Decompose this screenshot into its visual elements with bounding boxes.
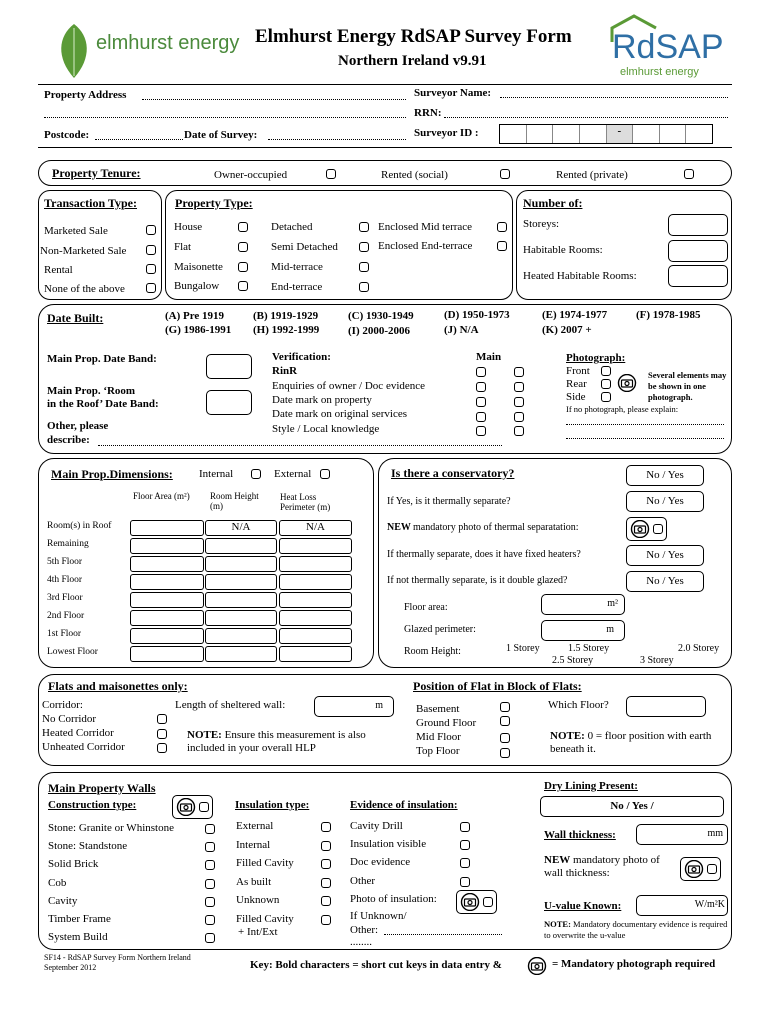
cons-q2: mandatory photo of thermal separatation: xyxy=(413,522,579,533)
band-k: (K) 2007 + xyxy=(542,324,592,336)
ptype-mid-checkbox[interactable] xyxy=(359,262,369,272)
dim-row-label: Lowest Floor xyxy=(47,647,98,657)
postcode-input[interactable] xyxy=(95,139,183,140)
dry-lining-label: Dry Lining Present: xyxy=(544,780,638,792)
camera-icon xyxy=(176,798,196,816)
pos-mid-checkbox[interactable] xyxy=(500,733,510,743)
postcode-label: Postcode: xyxy=(44,129,90,141)
habitable-rooms-input[interactable] xyxy=(668,240,728,262)
wall-thickness-photo-box[interactable] xyxy=(680,857,721,881)
dim-floor-area-cell[interactable] xyxy=(130,556,204,572)
dim-heat-loss-cell[interactable] xyxy=(279,646,352,662)
dim-heat-loss-cell[interactable] xyxy=(279,610,352,626)
rdsap-text: RdSAP xyxy=(612,28,724,66)
sheltered-input[interactable] xyxy=(314,696,394,717)
evidence-photo-checkbox[interactable] xyxy=(483,897,493,907)
cons-glazed-input[interactable] xyxy=(541,620,625,641)
cons-q3-no-yes[interactable]: No / Yes xyxy=(626,545,704,566)
ptype-enclosed-end-checkbox[interactable] xyxy=(497,241,507,251)
wall-thickness-unit: mm xyxy=(707,828,723,839)
evidence-checkbox[interactable] xyxy=(460,858,470,868)
external-label: External xyxy=(274,468,312,480)
u-note-bold: NOTE: xyxy=(544,919,571,929)
property-address-input[interactable] xyxy=(142,99,406,100)
cons-q4-no-yes[interactable]: No / Yes xyxy=(626,571,704,592)
evidence-checkbox[interactable] xyxy=(460,840,470,850)
brand-logo xyxy=(50,20,260,80)
heated-rooms-input[interactable] xyxy=(668,265,728,287)
u-note xyxy=(544,919,730,941)
tenure-owner: Owner-occupied xyxy=(214,169,288,181)
main-band-label: Main Prop. Date Band: xyxy=(47,353,157,365)
col-floor-area: Floor Area (m²) xyxy=(133,491,190,501)
camera-icon xyxy=(527,957,547,975)
band-e: (E) 1974-1977 xyxy=(542,309,608,321)
verif-rinr-rir[interactable] xyxy=(514,367,524,377)
construction-item: System Build xyxy=(48,931,108,944)
insulation-checkbox[interactable] xyxy=(321,859,331,869)
construction-photo-checkbox[interactable] xyxy=(199,802,209,812)
corridor-label: Corridor: xyxy=(42,699,83,711)
insulation-item: Filled Cavity xyxy=(236,857,294,870)
verif-style: Style / Local knowledge xyxy=(272,423,380,435)
other-evidence-label: Other: xyxy=(350,924,379,936)
rdsap-logo xyxy=(608,14,738,80)
verif-ds-main[interactable] xyxy=(476,412,486,422)
photo-side: Side xyxy=(566,391,586,403)
cons-floor-unit: m² xyxy=(607,598,618,609)
construction-checkbox[interactable] xyxy=(205,879,215,889)
tenure-private-checkbox[interactable] xyxy=(684,169,694,179)
no-photo-label: If no photograph, please explain: xyxy=(566,404,679,414)
date-of-survey-input[interactable] xyxy=(268,139,406,140)
ptype-flat: Flat xyxy=(174,241,192,253)
dim-heat-loss-cell[interactable] xyxy=(279,628,352,644)
cons-photo-box[interactable] xyxy=(626,517,667,541)
if-unknown-label: If Unknown/ xyxy=(350,910,407,922)
insulation-checkbox[interactable] xyxy=(321,915,331,925)
ptype-bungalow-checkbox[interactable] xyxy=(238,281,248,291)
cons-q4: If not thermally separate, is it double glazed? xyxy=(387,575,568,586)
corridor-unheated-checkbox[interactable] xyxy=(157,743,167,753)
pos-basement-checkbox[interactable] xyxy=(500,702,510,712)
no-photo-line1[interactable] xyxy=(566,424,724,425)
dim-row-label: 5th Floor xyxy=(47,557,83,567)
evidence-item: Other xyxy=(350,874,376,887)
dim-heat-loss-cell[interactable] xyxy=(279,574,352,590)
cons-q2-new: NEW xyxy=(387,522,411,533)
pos-top: Top Floor xyxy=(416,745,460,757)
construction-item: Cob xyxy=(48,876,67,889)
corridor-heated-checkbox[interactable] xyxy=(157,729,167,739)
dimensions-label: Main Prop.Dimensions: xyxy=(51,467,173,481)
dim-floor-area-cell[interactable] xyxy=(130,592,204,608)
flats-note2-text: 0 = floor position with earth beneath it. xyxy=(550,730,712,755)
corridor-none-checkbox[interactable] xyxy=(157,714,167,724)
u-note-text: Mandatory documentary evidence is required to overwrite the u-value xyxy=(544,919,728,940)
rrn-input[interactable] xyxy=(444,117,728,118)
form-subtitle: Northern Ireland v9.91 xyxy=(338,53,487,69)
ptype-semi: Semi Detached xyxy=(271,241,338,253)
insulation-item: Internal xyxy=(236,838,271,851)
wall-thickness-label: Wall thickness: xyxy=(544,829,616,841)
insulation-label: Insulation type: xyxy=(235,799,310,811)
flats-note2-bold: NOTE: xyxy=(550,730,585,742)
room-roof-input[interactable] xyxy=(206,390,252,415)
dim-row-label: Remaining xyxy=(47,539,89,549)
ptype-house-checkbox[interactable] xyxy=(238,222,248,232)
insulation-item: External xyxy=(236,820,274,832)
form-title: Elmhurst Energy RdSAP Survey Form xyxy=(255,26,572,47)
construction-item: Stone: Standstone xyxy=(48,840,128,853)
cons-q3: If thermally separate, does it have fixed heaters? xyxy=(387,549,581,560)
footer-key: Key: Bold characters = short cut keys in data entry & xyxy=(250,959,502,971)
dim-floor-area-cell[interactable] xyxy=(130,574,204,590)
internal-label: Internal xyxy=(199,468,234,480)
date-of-survey-label: Date of Survey: xyxy=(184,129,258,141)
corridor-unheated: Unheated Corridor xyxy=(42,741,125,753)
cons-photo-checkbox[interactable] xyxy=(653,524,663,534)
band-i: (I) 2000-2006 xyxy=(348,325,411,337)
conservatory-label: Is there a conservatory? xyxy=(391,466,515,480)
date-built-label: Date Built: xyxy=(47,311,104,325)
verif-enquiries: Enquiries of owner / Doc evidence xyxy=(272,380,426,392)
cons-h3[interactable]: 3 Storey xyxy=(640,655,674,666)
flats-note-text: Ensure this measurement is also included in your overall HLP xyxy=(187,729,366,754)
rrn-label: RRN: xyxy=(414,107,442,119)
cons-floor-area-input[interactable] xyxy=(541,594,625,615)
external-checkbox[interactable] xyxy=(320,469,330,479)
insulation-checkbox[interactable] xyxy=(321,822,331,832)
tenure-owner-checkbox[interactable] xyxy=(326,169,336,179)
cons-room-height-label: Room Height: xyxy=(404,646,461,657)
sheltered-label: Length of sheltered wall: xyxy=(175,699,286,711)
camera-icon xyxy=(630,520,650,538)
dim-floor-area-cell[interactable] xyxy=(130,628,204,644)
ptype-enclosed-mid-checkbox[interactable] xyxy=(497,222,507,232)
room-roof-label-1: Main Prop. ‘Room xyxy=(47,385,136,397)
dim-heat-loss-cell[interactable] xyxy=(279,556,352,572)
corridor-none: No Corridor xyxy=(42,713,97,725)
dim-room-height-cell[interactable] xyxy=(205,628,277,644)
construction-photo-box[interactable] xyxy=(172,795,213,819)
transaction-none-checkbox[interactable] xyxy=(146,283,156,293)
dim-floor-area-cell[interactable] xyxy=(130,538,204,554)
insulation-checkbox[interactable] xyxy=(321,878,331,888)
wall-photo-text: mandatory photo of wall thickness: xyxy=(544,854,660,879)
verif-rinr: RinR xyxy=(272,365,298,377)
corridor-heated: Heated Corridor xyxy=(42,727,114,739)
ptype-enclosed-end: Enclosed End-terrace xyxy=(378,240,473,252)
leaf-icon xyxy=(54,22,94,80)
dim-room-height-cell[interactable] xyxy=(205,538,277,554)
tenure-private: Rented (private) xyxy=(556,169,628,181)
dim-row-label: 3rd Floor xyxy=(47,593,83,603)
dim-room-height-cell[interactable] xyxy=(205,646,277,662)
pos-mid: Mid Floor xyxy=(416,731,461,743)
main-col-label: Main xyxy=(476,351,502,363)
main-band-input[interactable] xyxy=(206,354,252,379)
construction-item: Solid Brick xyxy=(48,858,99,871)
flats-label: Flats and maisonettes only: xyxy=(48,679,188,693)
surveyor-name-label: Surveyor Name: xyxy=(414,87,492,99)
verif-dp-main[interactable] xyxy=(476,397,486,407)
ptype-end-checkbox[interactable] xyxy=(359,282,369,292)
dim-heat-loss-cell[interactable] xyxy=(279,538,352,554)
pos-basement: Basement xyxy=(416,703,460,715)
u-value-input[interactable] xyxy=(636,895,728,916)
construction-checkbox[interactable] xyxy=(205,824,215,834)
transaction-marketed-checkbox[interactable] xyxy=(146,225,156,235)
dim-room-height-cell[interactable] xyxy=(205,556,277,572)
dim-floor-area-cell[interactable] xyxy=(130,520,204,536)
construction-item: Stone: Granite or Whinstone xyxy=(48,822,174,834)
verif-date-services: Date mark on original services xyxy=(272,408,408,420)
cons-h2[interactable]: 2.0 Storey xyxy=(678,643,720,654)
dim-row-label: 2nd Floor xyxy=(47,611,85,621)
conservatory-no-yes[interactable]: No / Yes xyxy=(626,465,704,486)
ptype-house: House xyxy=(174,221,203,233)
several-note: Several elements may be shown in one photograph. xyxy=(648,370,727,402)
photo-front-checkbox[interactable] xyxy=(601,366,611,376)
ptype-mid: Mid-terrace xyxy=(271,261,323,273)
flats-note xyxy=(187,729,401,755)
transaction-none: None of the above xyxy=(44,283,125,295)
col-heat-loss: Heat Loss Perimeter (m) xyxy=(280,492,331,512)
footer-mandatory: = Mandatory photograph required xyxy=(552,958,716,970)
no-photo-line2[interactable] xyxy=(566,438,724,439)
construction-checkbox[interactable] xyxy=(205,860,215,870)
cons-glazed-unit: m xyxy=(606,624,614,635)
band-f: (F) 1978-1985 xyxy=(636,309,701,321)
camera-icon xyxy=(617,374,637,392)
flats-note2 xyxy=(550,730,720,756)
verif-style-rir[interactable] xyxy=(514,426,524,436)
ptype-maisonette-checkbox[interactable] xyxy=(238,262,248,272)
cons-floor-area-label: Floor area: xyxy=(404,602,448,613)
photo-front: Front xyxy=(566,365,590,377)
insulation-checkbox[interactable] xyxy=(321,841,331,851)
insulation-item: Filled Cavity xyxy=(236,913,294,925)
construction-checkbox[interactable] xyxy=(205,915,215,925)
verif-dp-rir[interactable] xyxy=(514,397,524,407)
habitable-rooms-label: Habitable Rooms: xyxy=(523,244,603,256)
tenure-label: Property Tenure: xyxy=(52,166,141,180)
cons-q1-no-yes[interactable]: No / Yes xyxy=(626,491,704,512)
construction-checkbox[interactable] xyxy=(205,897,215,907)
cons-h1[interactable]: 1 Storey xyxy=(506,643,540,654)
transaction-nonmarketed-checkbox[interactable] xyxy=(146,245,156,255)
transaction-rental-checkbox[interactable] xyxy=(146,264,156,274)
ptype-bungalow: Bungalow xyxy=(174,280,220,292)
evidence-item: Insulation visible xyxy=(350,838,427,851)
pos-ground-checkbox[interactable] xyxy=(500,716,510,726)
storeys-input[interactable] xyxy=(668,214,728,236)
pos-ground: Ground Floor xyxy=(416,717,477,729)
number-of-label: Number of: xyxy=(523,196,583,210)
band-c: (C) 1930-1949 xyxy=(348,310,414,322)
other-evidence-input[interactable] xyxy=(384,934,502,935)
dim-room-height-cell[interactable] xyxy=(205,610,277,626)
verif-date-property: Date mark on property xyxy=(272,394,372,406)
verification-label: Verification: xyxy=(272,351,331,363)
evidence-label: Evidence of insulation: xyxy=(350,799,458,811)
dim-room-height-cell[interactable] xyxy=(205,574,277,590)
evidence-checkbox[interactable] xyxy=(460,877,470,887)
flats-note-bold: NOTE: xyxy=(187,729,222,741)
wall-photo-note xyxy=(544,854,664,880)
surveyor-id-dash: - xyxy=(607,125,634,143)
dim-row-label: 4th Floor xyxy=(47,575,83,585)
transaction-marketed: Marketed Sale xyxy=(44,225,108,237)
other-label-2: describe: xyxy=(47,434,90,446)
other-label-1: Other, please xyxy=(47,420,109,432)
dim-row-label: Room(s) in Roof xyxy=(47,521,112,531)
band-h: (H) 1992-1999 xyxy=(253,324,320,336)
pos-top-checkbox[interactable] xyxy=(500,748,510,758)
ptype-flat-checkbox[interactable] xyxy=(238,242,248,252)
insulation-checkbox[interactable] xyxy=(321,896,331,906)
footer-date: September 2012 xyxy=(44,963,97,972)
band-d: (D) 1950-1973 xyxy=(444,309,510,321)
dim-room-height-cell[interactable] xyxy=(205,592,277,608)
heated-rooms-label: Heated Habitable Rooms: xyxy=(523,270,637,282)
transaction-rental: Rental xyxy=(44,264,73,276)
evidence-checkbox[interactable] xyxy=(460,822,470,832)
verif-ds-rir[interactable] xyxy=(514,412,524,422)
evidence-item: Doc evidence xyxy=(350,856,411,869)
which-floor-label: Which Floor? xyxy=(548,699,609,711)
wall-thickness-photo-checkbox[interactable] xyxy=(707,864,717,874)
insulation-item: As built xyxy=(236,875,272,888)
verif-enq-main[interactable] xyxy=(476,382,486,392)
evidence-item: Photo of insulation: xyxy=(350,892,437,905)
band-g: (G) 1986-1991 xyxy=(165,324,232,336)
tenure-social: Rented (social) xyxy=(381,169,448,181)
surveyor-id-label: Surveyor ID : xyxy=(414,127,479,139)
dim-room-height-cell[interactable]: N/A xyxy=(205,520,277,536)
u-value-unit: W/m²K xyxy=(694,899,725,910)
cons-h25[interactable]: 2.5 Storey xyxy=(552,655,594,666)
dim-floor-area-cell[interactable] xyxy=(130,646,204,662)
insulation-item: Unknown xyxy=(236,894,280,907)
rdsap-sub: elmhurst energy xyxy=(620,66,699,78)
band-a: (A) Pre 1919 xyxy=(165,310,225,322)
storeys-label: Storeys: xyxy=(523,218,560,230)
photo-rear-checkbox[interactable] xyxy=(601,379,611,389)
ptype-maisonette: Maisonette xyxy=(174,261,223,273)
property-type-label: Property Type: xyxy=(175,196,253,210)
walls-label: Main Property Walls xyxy=(48,781,156,795)
transaction-nonmarketed: Non-Marketed Sale xyxy=(40,245,127,257)
photo-rear: Rear xyxy=(566,378,587,390)
cons-q1: If Yes, is it thermally separate? xyxy=(387,496,511,507)
ptype-end: End-terrace xyxy=(271,281,323,293)
construction-checkbox[interactable] xyxy=(205,933,215,943)
photo-side-checkbox[interactable] xyxy=(601,392,611,402)
verif-style-main[interactable] xyxy=(476,426,486,436)
dim-heat-loss-cell[interactable]: N/A xyxy=(279,520,352,536)
ptype-detached-checkbox[interactable] xyxy=(359,222,369,232)
construction-label: Construction type: xyxy=(48,799,137,811)
property-address-label: Property Address xyxy=(44,89,127,101)
ptype-detached: Detached xyxy=(271,221,313,233)
camera-icon xyxy=(684,860,704,878)
dim-row-label: 1st Floor xyxy=(47,629,82,639)
ptype-enclosed-mid: Enclosed Mid terrace xyxy=(378,221,473,233)
dry-lining-input[interactable]: No / Yes / xyxy=(540,796,724,817)
transaction-label: Transaction Type: xyxy=(44,196,138,210)
property-address-line2[interactable] xyxy=(44,117,406,118)
construction-item: Cavity xyxy=(48,894,78,907)
camera-icon xyxy=(460,893,480,911)
wall-thickness-input[interactable] xyxy=(636,824,728,845)
band-b: (B) 1919-1929 xyxy=(253,310,319,322)
u-value-label: U-value Known: xyxy=(544,900,622,912)
band-j: (J) N/A xyxy=(444,324,479,336)
other-describe-input[interactable] xyxy=(98,445,502,446)
brand-text: elmhurst energy xyxy=(96,32,240,54)
verif-rinr-main[interactable] xyxy=(476,367,486,377)
dim-heat-loss-cell[interactable] xyxy=(279,592,352,608)
other-evidence-dots: ........ xyxy=(350,936,372,948)
ptype-semi-checkbox[interactable] xyxy=(359,242,369,252)
sheltered-unit: m xyxy=(375,700,383,711)
construction-item: Timber Frame xyxy=(48,913,111,925)
surveyor-name-input[interactable] xyxy=(500,97,728,98)
wall-photo-new: NEW xyxy=(544,854,571,866)
room-roof-label-2: in the Roof’ Date Band: xyxy=(47,398,159,410)
cons-glazed-label: Glazed perimeter: xyxy=(404,624,476,635)
cons-h15[interactable]: 1.5 Storey xyxy=(568,643,610,654)
dim-floor-area-cell[interactable] xyxy=(130,610,204,626)
evidence-photo-box[interactable] xyxy=(456,890,497,914)
photograph-label: Photograph: xyxy=(566,352,626,364)
position-label: Position of Flat in Block of Flats: xyxy=(413,679,582,693)
insulation-extra: + Int/Ext xyxy=(238,926,278,938)
footer-form-id: SF14 - RdSAP Survey Form Northern Ireland xyxy=(44,953,191,962)
verif-enq-rir[interactable] xyxy=(514,382,524,392)
construction-checkbox[interactable] xyxy=(205,842,215,852)
internal-checkbox[interactable] xyxy=(251,469,261,479)
col-room-height: Room Height (m) xyxy=(210,491,259,511)
which-floor-input[interactable] xyxy=(626,696,706,717)
tenure-social-checkbox[interactable] xyxy=(500,169,510,179)
surveyor-id-boxes[interactable] xyxy=(499,124,713,144)
evidence-item: Cavity Drill xyxy=(350,820,403,832)
